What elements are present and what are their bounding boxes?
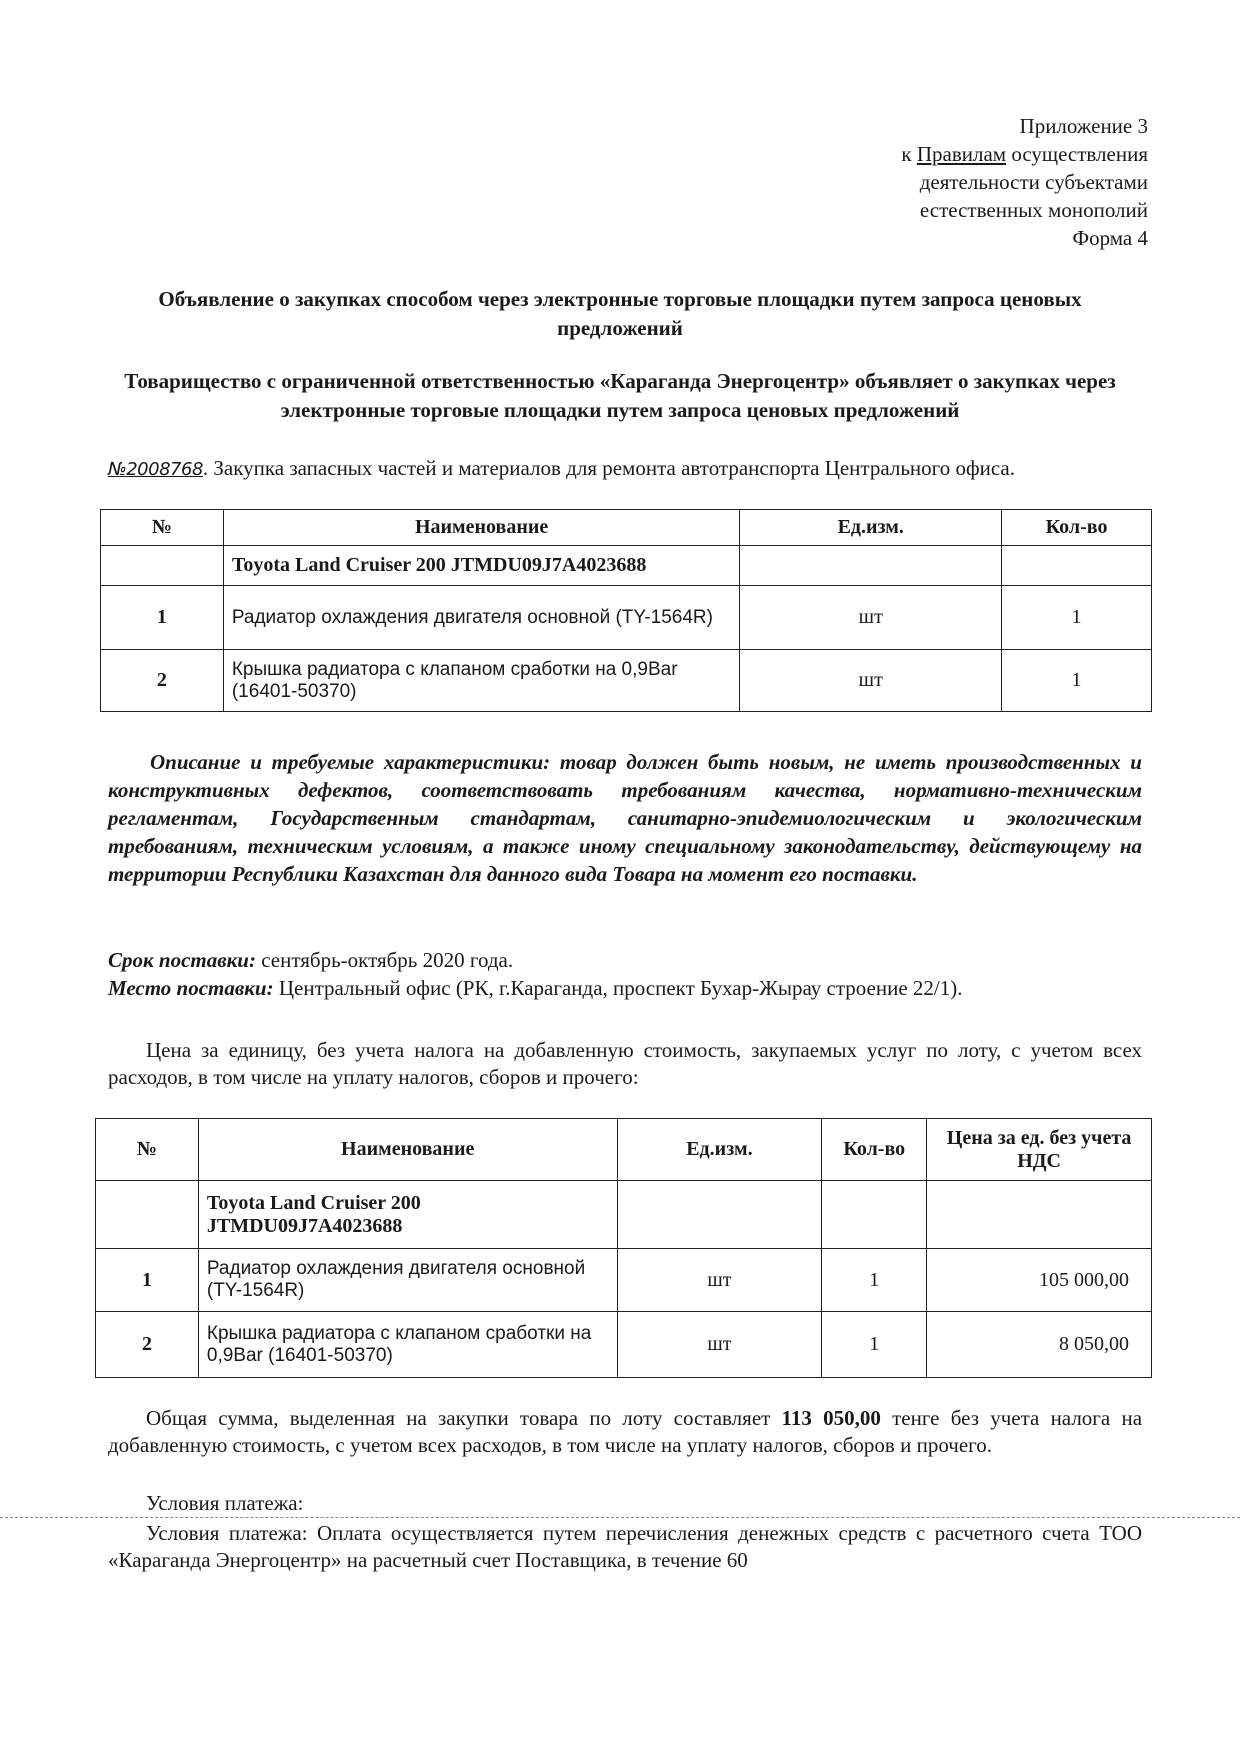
table-cell bbox=[927, 1181, 1152, 1249]
annex-line-2-suffix: осуществления bbox=[1006, 142, 1148, 166]
row-number: 2 bbox=[96, 1312, 199, 1378]
form-number: Форма 4 bbox=[1072, 226, 1148, 250]
lot-number-label: № bbox=[108, 459, 127, 480]
payment-terms: Условия платежа: Оплата осуществляется путем перечисления денежных средств с расчетного счета ТОО «Караганда Энергоцентр» на расчетный счет Поставщика, в течение 60 bbox=[108, 1521, 1142, 1572]
delivery-term-value: сентябрь-октябрь 2020 года. bbox=[255, 948, 514, 972]
col-header-unit: Ед.изм. bbox=[740, 510, 1002, 546]
table-cell bbox=[1002, 546, 1152, 586]
col-header-name: Наименование bbox=[223, 510, 740, 546]
col-header-number: № bbox=[96, 1119, 199, 1181]
col-header-name: Наименование bbox=[198, 1119, 617, 1181]
total-amount: 113 050,00 bbox=[781, 1406, 881, 1430]
col-header-qty: Кол-во bbox=[1002, 510, 1152, 546]
col-header-qty: Кол-во bbox=[822, 1119, 927, 1181]
col-header-unit: Ед.изм. bbox=[617, 1119, 822, 1181]
row-number: 2 bbox=[101, 650, 224, 712]
delivery-term-label: Срок поставки: bbox=[108, 948, 256, 972]
vehicle-group-label: Toyota Land Cruiser 200 JTMDU09J7A4023688 bbox=[223, 546, 740, 586]
price-intro: Цена за единицу, без учета налога на добавленную стоимость, закупаемых услуг по лоту, с учетом всех расходов, в том числе на уплату налогов, сборов и прочего: bbox=[108, 1038, 1142, 1089]
lot-number-value: 2008768 bbox=[126, 459, 203, 480]
row-name: Крышка радиатора с клапаном сработки на 0,9Bar (16401-50370) bbox=[198, 1312, 617, 1378]
table-cell bbox=[617, 1181, 822, 1249]
row-qty: 1 bbox=[1002, 650, 1152, 712]
row-unit: шт bbox=[617, 1249, 822, 1312]
row-name: Радиатор охлаждения двигателя основной (TY-1564R) bbox=[198, 1249, 617, 1312]
row-name: Радиатор охлаждения двигателя основной (TY-1564R) bbox=[223, 586, 740, 650]
row-unit: шт bbox=[740, 586, 1002, 650]
document-title: Объявление о закупках способом через электронные торговые площадки путем запроса ценовых предложений bbox=[158, 287, 1082, 340]
table-group-row bbox=[101, 546, 1152, 586]
row-name: Крышка радиатора с клапаном сработки на 0,9Bar (16401-50370) bbox=[223, 650, 740, 712]
row-price: 8 050,00 bbox=[927, 1312, 1152, 1378]
total-amount-paragraph bbox=[108, 1405, 1142, 1459]
rules-link[interactable]: Правилам bbox=[916, 142, 1007, 166]
lot-number bbox=[108, 459, 203, 480]
total-suffix: тенге без учета налога на добавленную стоимость, с учетом всех расходов, в том числе на уплату налогов, сборов и прочего. bbox=[108, 1406, 1143, 1457]
table-row bbox=[101, 650, 1152, 712]
delivery-place-value: Центральный офис (РК, г.Караганда, проспект Бухар-Жырау строение 22/1). bbox=[273, 976, 963, 1000]
row-qty: 1 bbox=[1002, 586, 1152, 650]
divider bbox=[0, 1517, 1240, 1518]
table-row bbox=[96, 1312, 1152, 1378]
annex-line-1: Приложение 3 bbox=[1019, 114, 1148, 138]
annex-line-2-prefix: к bbox=[901, 142, 917, 166]
row-number: 1 bbox=[96, 1249, 199, 1312]
row-qty: 1 bbox=[822, 1312, 927, 1378]
annex-header bbox=[901, 112, 1148, 252]
vehicle-group-label: Toyota Land Cruiser 200 JTMDU09J7A4023688 bbox=[198, 1181, 617, 1249]
annex-line-4: естественных монополий bbox=[919, 198, 1148, 222]
annex-line-3: деятельности субъектами bbox=[919, 170, 1148, 194]
table-row bbox=[101, 586, 1152, 650]
table-cell bbox=[96, 1181, 199, 1249]
table-cell bbox=[740, 546, 1002, 586]
table-cell bbox=[101, 546, 224, 586]
total-prefix: Общая сумма, выделенная на закупки товара по лоту составляет bbox=[146, 1406, 782, 1430]
requirements-description: Описание и требуемые характеристики: товар должен быть новым, не иметь производственных и конструктивных дефектов, соответствовать требованиям качества, нормативно-техническим регламентам, Государственным стандартам, санитарно-эпидемиологическим и экологическим требованиям, техническим условиям, а также иному специальному законодательству, действующему на территории Республики Казахстан для данного вида Товара на момент его поставки. bbox=[108, 750, 1142, 886]
price-table bbox=[95, 1118, 1152, 1378]
row-price: 105 000,00 bbox=[927, 1249, 1152, 1312]
payment-heading: Условия платежа: bbox=[146, 1491, 304, 1515]
row-number: 1 bbox=[101, 586, 224, 650]
table-cell bbox=[822, 1181, 927, 1249]
annex-line-2 bbox=[901, 140, 1148, 168]
delivery-terms bbox=[108, 946, 1148, 1002]
col-header-number: № bbox=[101, 510, 224, 546]
table-header-row bbox=[96, 1119, 1152, 1181]
announcement-heading: Товарищество с ограниченной ответственностью «Караганда Энергоцентр» объявляет о закупках через электронные торговые площадки путем запроса ценовых предложений bbox=[124, 369, 1116, 422]
delivery-place-label: Место поставки: bbox=[108, 976, 274, 1000]
row-unit: шт bbox=[740, 650, 1002, 712]
lot-text: . Закупка запасных частей и материалов для ремонта автотранспорта Центрального офиса. bbox=[202, 456, 1015, 480]
col-header-unit-price: Цена за ед. без учета НДС bbox=[927, 1119, 1152, 1181]
lot-line bbox=[108, 456, 1150, 482]
table-row bbox=[96, 1249, 1152, 1312]
row-unit: шт bbox=[617, 1312, 822, 1378]
row-qty: 1 bbox=[822, 1249, 927, 1312]
table-header-row bbox=[101, 510, 1152, 546]
delivery-place bbox=[108, 974, 1148, 1002]
items-table bbox=[100, 509, 1152, 712]
delivery-term bbox=[108, 946, 1148, 974]
table-group-row bbox=[96, 1181, 1152, 1249]
